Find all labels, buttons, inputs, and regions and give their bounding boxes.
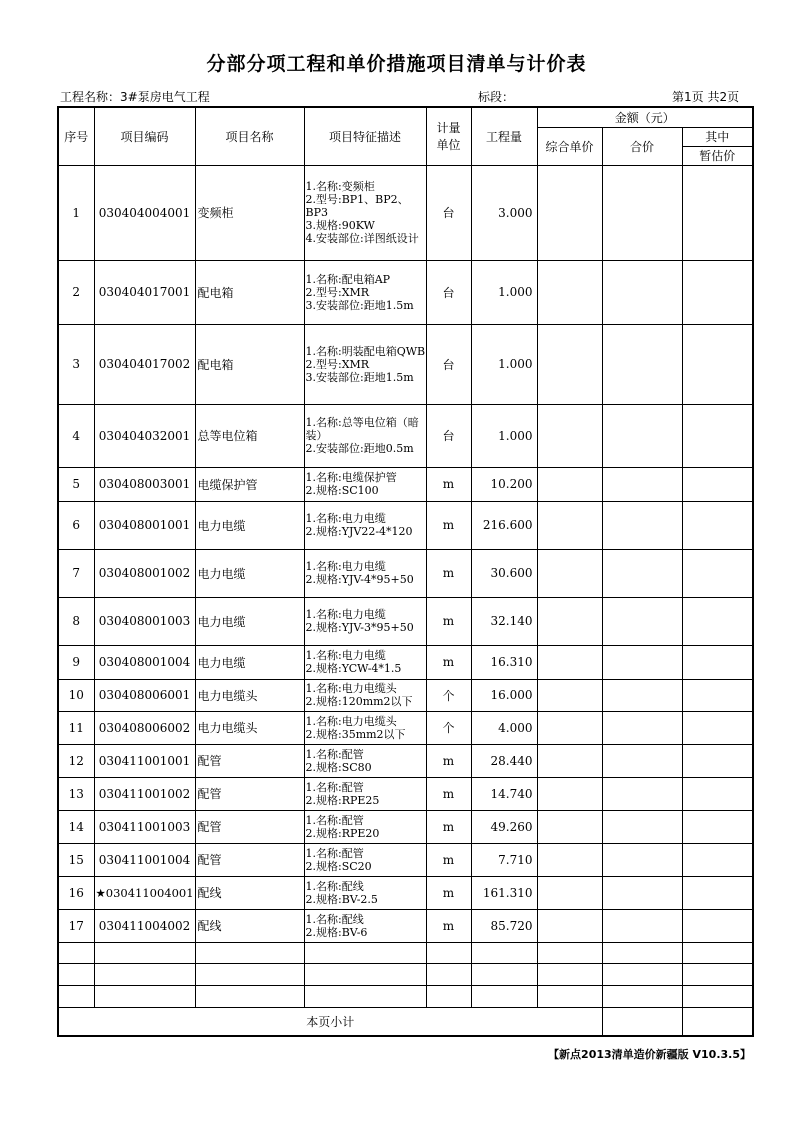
row-provisional [682, 810, 753, 843]
row-quantity: 30.600 [471, 549, 537, 597]
row-seq: 14 [58, 810, 94, 843]
row-seq: 6 [58, 501, 94, 549]
row-name: 变频柜 [195, 165, 304, 260]
row-unit: m [426, 467, 471, 501]
row-feature: 1.名称:电缆保护管 2.规格:SC100 [304, 467, 426, 501]
empty-row [58, 963, 753, 985]
row-name: 配管 [195, 843, 304, 876]
row-name: 配线 [195, 876, 304, 909]
row-provisional [682, 909, 753, 942]
row-seq: 12 [58, 744, 94, 777]
row-code: 030408001001 [94, 501, 195, 549]
row-unit: 台 [426, 165, 471, 260]
row-feature: 1.名称:配管 2.规格:SC20 [304, 843, 426, 876]
header-provisional: 暂估价 [682, 146, 753, 165]
row-unit-price [537, 597, 602, 645]
row-unit: m [426, 909, 471, 942]
row-total [602, 324, 682, 404]
row-code: 030408001003 [94, 597, 195, 645]
row-code: 030411001002 [94, 777, 195, 810]
row-code: 030404017001 [94, 260, 195, 324]
page-title: 分部分项工程和单价措施项目清单与计价表 [206, 53, 587, 75]
row-name: 电力电缆 [195, 645, 304, 679]
row-feature: 1.名称:电力电缆 2.规格:YJV-4*95+50 [304, 549, 426, 597]
table-row [58, 679, 753, 711]
table-row [58, 876, 753, 909]
row-unit: 台 [426, 260, 471, 324]
row-feature: 1.名称:明装配电箱QWB 2.型号:XMR 3.安装部位:距地1.5m [304, 324, 426, 404]
table-row [58, 645, 753, 679]
table-row [58, 260, 753, 324]
row-total [602, 501, 682, 549]
row-unit-price [537, 549, 602, 597]
row-provisional [682, 711, 753, 744]
row-seq: 7 [58, 549, 94, 597]
row-quantity: 161.310 [471, 876, 537, 909]
row-name: 电力电缆头 [195, 679, 304, 711]
software-footer: 【新点2013清单造价新疆版 V10.3.5】 [548, 1048, 751, 1061]
row-quantity: 16.000 [471, 679, 537, 711]
row-provisional [682, 645, 753, 679]
header-amount: 金额（元） [537, 107, 753, 127]
row-name: 配电箱 [195, 260, 304, 324]
row-unit: 台 [426, 404, 471, 467]
row-total [602, 165, 682, 260]
row-feature: 1.名称:电力电缆 2.规格:YJV-3*95+50 [304, 597, 426, 645]
row-unit: m [426, 744, 471, 777]
row-unit: m [426, 549, 471, 597]
row-unit-price [537, 876, 602, 909]
row-name: 电缆保护管 [195, 467, 304, 501]
row-code: 030404017002 [94, 324, 195, 404]
row-unit: m [426, 645, 471, 679]
row-seq: 11 [58, 711, 94, 744]
row-provisional [682, 679, 753, 711]
row-unit-price [537, 777, 602, 810]
row-quantity: 216.600 [471, 501, 537, 549]
row-unit: m [426, 810, 471, 843]
table-row [58, 165, 753, 260]
row-total [602, 711, 682, 744]
row-name: 电力电缆头 [195, 711, 304, 744]
table-row [58, 744, 753, 777]
row-unit: m [426, 876, 471, 909]
row-seq: 8 [58, 597, 94, 645]
row-quantity: 32.140 [471, 597, 537, 645]
row-seq: 5 [58, 467, 94, 501]
row-total [602, 909, 682, 942]
row-provisional [682, 260, 753, 324]
row-feature: 1.名称:配管 2.规格:RPE25 [304, 777, 426, 810]
row-quantity: 10.200 [471, 467, 537, 501]
row-name: 配电箱 [195, 324, 304, 404]
row-feature: 1.名称:电力电缆 2.规格:YCW-4*1.5 [304, 645, 426, 679]
row-quantity: 85.720 [471, 909, 537, 942]
row-total [602, 777, 682, 810]
row-name: 电力电缆 [195, 501, 304, 549]
row-code: ★030411004001 [94, 876, 195, 909]
row-name: 电力电缆 [195, 597, 304, 645]
row-unit-price [537, 810, 602, 843]
row-provisional [682, 467, 753, 501]
row-unit: m [426, 777, 471, 810]
row-unit-price [537, 324, 602, 404]
table-row [58, 324, 753, 404]
row-quantity: 16.310 [471, 645, 537, 679]
row-code: 030411001001 [94, 744, 195, 777]
row-feature: 1.名称:配管 2.规格:RPE20 [304, 810, 426, 843]
subtotal-total [602, 1007, 682, 1036]
row-total [602, 549, 682, 597]
table-row [58, 777, 753, 810]
row-total [602, 876, 682, 909]
row-quantity: 1.000 [471, 404, 537, 467]
row-provisional [682, 165, 753, 260]
row-seq: 3 [58, 324, 94, 404]
row-feature: 1.名称:配管 2.规格:SC80 [304, 744, 426, 777]
table-row [58, 467, 753, 501]
row-unit: 台 [426, 324, 471, 404]
row-seq: 13 [58, 777, 94, 810]
row-total [602, 810, 682, 843]
row-unit-price [537, 843, 602, 876]
row-feature: 1.名称:配电箱AP 2.型号:XMR 3.安装部位:距地1.5m [304, 260, 426, 324]
row-feature: 1.名称:电力电缆 2.规格:YJV22-4*120 [304, 501, 426, 549]
row-feature: 1.名称:配线 2.规格:BV-2.5 [304, 876, 426, 909]
row-unit: m [426, 597, 471, 645]
row-provisional [682, 549, 753, 597]
table-row [58, 501, 753, 549]
row-unit-price [537, 501, 602, 549]
row-name: 总等电位箱 [195, 404, 304, 467]
row-unit-price [537, 744, 602, 777]
subtotal-provisional [682, 1007, 753, 1036]
row-code: 030411004002 [94, 909, 195, 942]
row-provisional [682, 501, 753, 549]
row-provisional [682, 324, 753, 404]
row-provisional [682, 777, 753, 810]
table-row [58, 711, 753, 744]
row-quantity: 1.000 [471, 260, 537, 324]
row-code: 030411001003 [94, 810, 195, 843]
row-seq: 16 [58, 876, 94, 909]
row-unit-price [537, 260, 602, 324]
row-code: 030411001004 [94, 843, 195, 876]
row-seq: 9 [58, 645, 94, 679]
row-unit-price [537, 467, 602, 501]
header-feature: 项目特征描述 [304, 107, 426, 165]
header-name: 项目名称 [195, 107, 304, 165]
row-feature: 1.名称:变频柜 2.型号:BP1、BP2、BP3 3.规格:90KW 4.安装部位:详图纸设计 [304, 165, 426, 260]
row-unit-price [537, 165, 602, 260]
row-feature: 1.名称:电力电缆头 2.规格:120mm2以下 [304, 679, 426, 711]
table-row [58, 810, 753, 843]
subtotal-label: 本页小计 [58, 1007, 602, 1036]
row-total [602, 260, 682, 324]
row-code: 030408006001 [94, 679, 195, 711]
header-of-which: 其中 [682, 127, 753, 146]
row-provisional [682, 876, 753, 909]
header-quantity: 工程量 [471, 107, 537, 165]
row-seq: 17 [58, 909, 94, 942]
row-total [602, 467, 682, 501]
row-total [602, 843, 682, 876]
row-total [602, 597, 682, 645]
row-seq: 1 [58, 165, 94, 260]
row-provisional [682, 843, 753, 876]
row-quantity: 7.710 [471, 843, 537, 876]
row-seq: 15 [58, 843, 94, 876]
row-name: 配管 [195, 810, 304, 843]
row-name: 配管 [195, 744, 304, 777]
empty-row [58, 985, 753, 1007]
row-total [602, 679, 682, 711]
row-quantity: 4.000 [471, 711, 537, 744]
row-unit-price [537, 404, 602, 467]
row-code: 030408001002 [94, 549, 195, 597]
row-quantity: 28.440 [471, 744, 537, 777]
row-unit: 个 [426, 711, 471, 744]
row-seq: 4 [58, 404, 94, 467]
header-unit: 计量单位 [426, 107, 471, 165]
table-row [58, 404, 753, 467]
row-name: 电力电缆 [195, 549, 304, 597]
row-seq: 2 [58, 260, 94, 324]
bill-table [57, 106, 754, 1037]
row-unit: 个 [426, 679, 471, 711]
row-name: 配管 [195, 777, 304, 810]
row-total [602, 744, 682, 777]
row-provisional [682, 597, 753, 645]
row-unit: m [426, 843, 471, 876]
row-provisional [682, 744, 753, 777]
table-row [58, 909, 753, 942]
row-unit-price [537, 645, 602, 679]
row-unit-price [537, 909, 602, 942]
row-code: 030408001004 [94, 645, 195, 679]
row-quantity: 3.000 [471, 165, 537, 260]
section-label: 标段： [478, 90, 515, 104]
row-unit-price [537, 679, 602, 711]
page-info: 第1页 共2页 [672, 90, 740, 104]
row-code: 030404004001 [94, 165, 195, 260]
row-code: 030404032001 [94, 404, 195, 467]
header-total: 合价 [602, 127, 682, 165]
header-code: 项目编码 [94, 107, 195, 165]
row-total [602, 645, 682, 679]
row-quantity: 1.000 [471, 324, 537, 404]
table-row [58, 597, 753, 645]
header-seq: 序号 [58, 107, 94, 165]
row-quantity: 14.740 [471, 777, 537, 810]
row-total [602, 404, 682, 467]
row-name: 配线 [195, 909, 304, 942]
row-code: 030408006002 [94, 711, 195, 744]
project-name: 工程名称：3#泵房电气工程 [60, 90, 210, 104]
row-feature: 1.名称:总等电位箱（暗装） 2.安装部位:距地0.5m [304, 404, 426, 467]
row-provisional [682, 404, 753, 467]
row-feature: 1.名称:配线 2.规格:BV-6 [304, 909, 426, 942]
row-code: 030408003001 [94, 467, 195, 501]
row-unit: m [426, 501, 471, 549]
subtotal-row [58, 1007, 753, 1036]
row-feature: 1.名称:电力电缆头 2.规格:35mm2以下 [304, 711, 426, 744]
table-row [58, 549, 753, 597]
row-quantity: 49.260 [471, 810, 537, 843]
table-row [58, 843, 753, 876]
row-unit-price [537, 711, 602, 744]
header-unit-price: 综合单价 [537, 127, 602, 165]
row-seq: 10 [58, 679, 94, 711]
empty-row [58, 942, 753, 963]
